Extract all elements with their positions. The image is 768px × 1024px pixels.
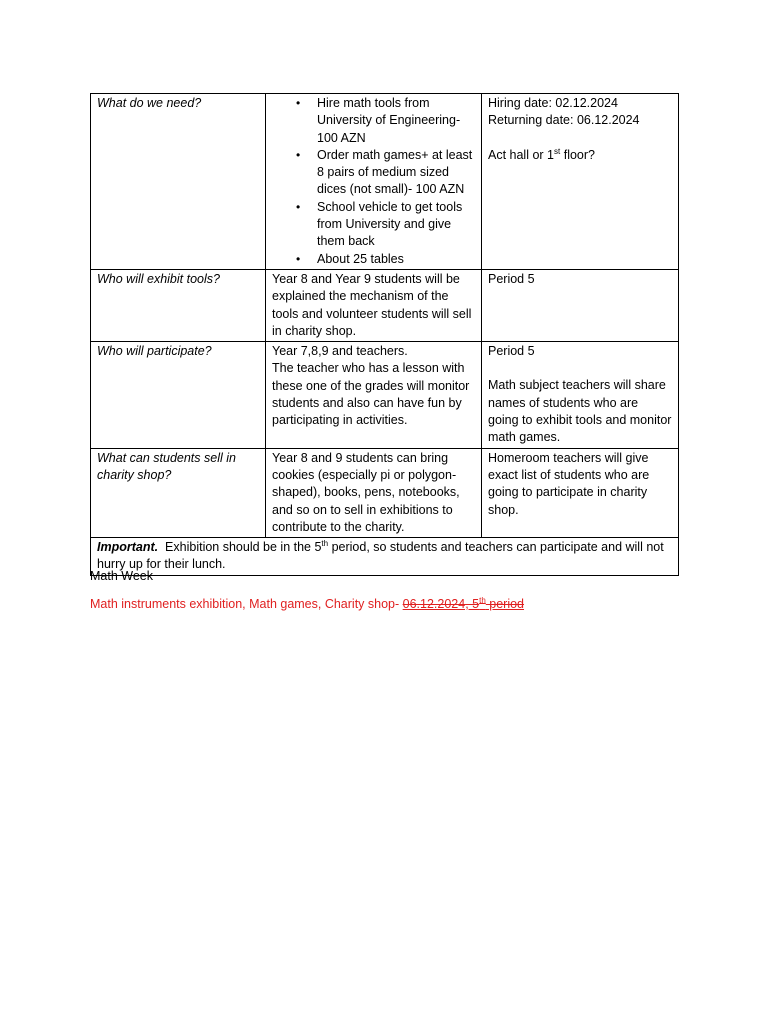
period-text: Period 5 [488,344,535,359]
when-cell [482,342,679,448]
important-cell: Important. Exhibition should be in the 5th period, so students and teachers can participate and will not hurry up for their lunch. [91,538,679,576]
question-text: What can students sell in charity shop? [97,450,236,482]
question-cell [91,94,266,270]
question-cell [91,342,266,448]
venue-text: Act hall or 1st floor? [488,146,595,162]
question-text: Who will exhibit tools? [97,271,220,286]
answer-text: The teacher who has a lesson with these one of the grades will monitor students and also can have fun by participating in activities. [272,361,470,428]
note-cell [482,448,679,537]
question-cell [91,269,266,341]
event-text: Math instruments exhibition, Math games, Charity shop- [90,597,403,611]
important-label: Important. [97,540,159,555]
table-row [91,269,679,341]
answer-cell [266,448,482,537]
planning-table [90,93,679,576]
dates-cell [482,94,679,270]
hiring-date: Hiring date: 02.12.2024 [488,96,618,110]
note-text: Homeroom teachers will give exact list of students who are going to participate in charity shop. [488,450,650,517]
table-row [91,342,679,448]
answer-text: Year 8 and 9 students can bring cookies (especially pi or polygon-shaped), books, pens, notebooks, and so on to sell in exhibitions to contribute to the charity. [272,450,460,534]
period-text: Period 5 [488,271,535,286]
when-cell [482,269,679,341]
list-item: • About 25 tables [317,251,475,268]
event-line [90,596,524,613]
answer-text: Year 7,8,9 and teachers. [272,344,408,359]
needs-list [272,95,475,268]
page-title: Math Week [90,569,153,583]
question-text: What do we need? [97,96,202,110]
answer-cell [266,342,482,448]
table-row [91,538,679,576]
list-item: • Hire math tools from University of Engineering- 100 AZN [317,95,475,147]
answer-text: Year 8 and Year 9 students will be explained the mechanism of the tools and volunteer students will sell in charity shop. [272,271,472,338]
needs-cell [266,94,482,270]
returning-date: Returning date: 06.12.2024 [488,113,640,128]
question-text: Who will participate? [97,344,212,359]
question-cell [91,448,266,537]
note-text: Math subject teachers will share names of students who are going to exhibit tools and monitor math games. [488,378,672,445]
table-row [91,94,679,270]
list-item: • Order math games+ at least 8 pairs of medium sized dices (not small)- 100 AZN [317,147,475,199]
list-item: • School vehicle to get tools from University and give them back [317,199,475,251]
event-date: 06.12.2024, 5th period [402,595,525,611]
answer-cell [266,269,482,341]
table-row [91,448,679,537]
